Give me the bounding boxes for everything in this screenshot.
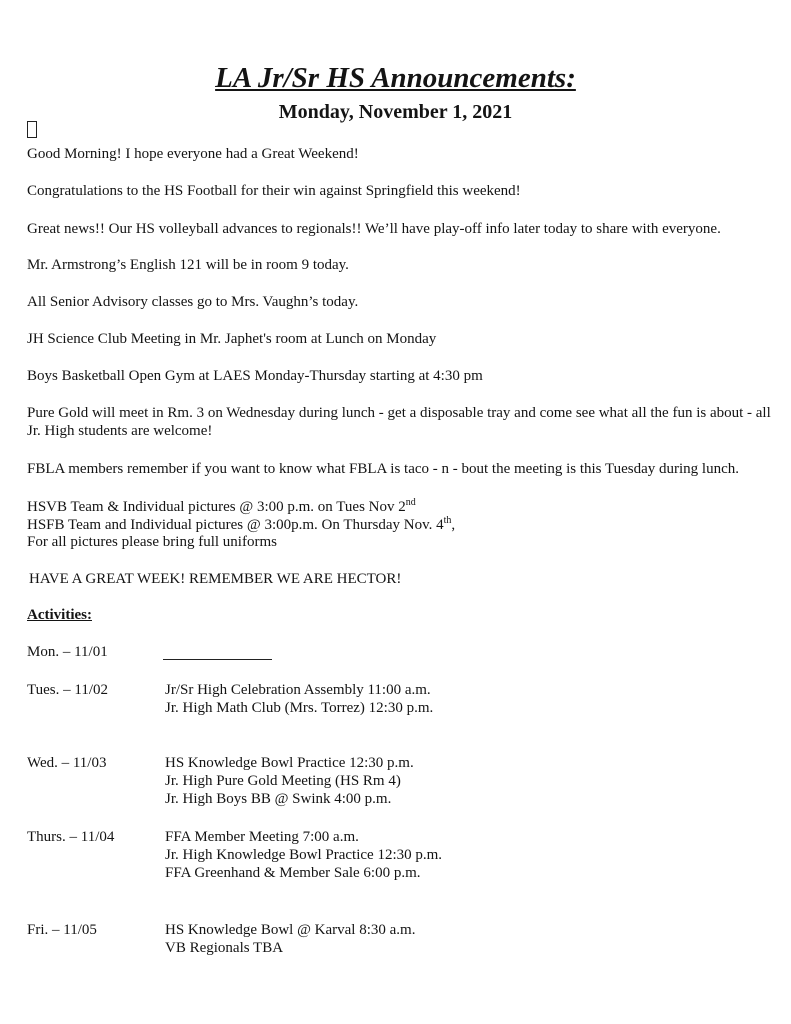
event-item: Jr. High Boys BB @ Swink 4:00 p.m. <box>165 791 392 807</box>
event-item: Jr/Sr High Celebration Assembly 11:00 a.m. <box>165 682 431 698</box>
pictures-hsvb: HSVB Team & Individual pictures @ 3:00 p.m. on Tues Nov 2nd <box>27 497 416 515</box>
page-date: Monday, November 1, 2021 <box>278 101 513 123</box>
announcement-volleyball: Great news!! Our HS volleyball advances to regionals!! We’ll have play-off info later today to share with everyone. <box>27 221 721 237</box>
day-label-thurs: Thurs. – 11/04 <box>27 829 115 845</box>
empty-activity-line <box>163 659 272 660</box>
announcement-basketball: Boys Basketball Open Gym at LAES Monday-Thursday starting at 4:30 pm <box>27 368 483 384</box>
pictures-uniforms: For all pictures please bring full uniforms <box>27 534 277 550</box>
events-thurs <box>165 828 442 882</box>
day-label-mon: Mon. – 11/01 <box>27 644 108 660</box>
event-item: Jr. High Math Club (Mrs. Torrez) 12:30 p.m. <box>165 700 434 716</box>
page-title: LA Jr/Sr HS Announcements: <box>215 62 576 94</box>
events-fri <box>165 921 415 957</box>
event-item: Jr. High Knowledge Bowl Practice 12:30 p.m. <box>165 847 443 863</box>
event-item: VB Regionals TBA <box>165 940 284 956</box>
activities-heading: Activities: <box>27 607 92 623</box>
events-wed <box>165 754 414 808</box>
announcement-fbla: FBLA members remember if you want to know what FBLA is taco - n - bout the meeting is this Tuesday during lunch. <box>27 461 740 477</box>
events-tues <box>165 681 433 717</box>
announcement-science-club: JH Science Club Meeting in Mr. Japhet's room at Lunch on Monday <box>27 331 437 347</box>
event-item: Jr. High Pure Gold Meeting (HS Rm 4) <box>165 773 401 789</box>
day-label-wed: Wed. – 11/03 <box>27 755 107 771</box>
announcement-advisory: All Senior Advisory classes go to Mrs. Vaughn’s today. <box>27 294 359 310</box>
event-item: FFA Greenhand & Member Sale 6:00 p.m. <box>165 865 421 881</box>
announcement-greeting: Good Morning! I hope everyone had a Great Weekend! <box>27 146 359 162</box>
event-item: FFA Member Meeting 7:00 a.m. <box>165 829 359 845</box>
event-item: HS Knowledge Bowl @ Karval 8:30 a.m. <box>165 922 416 938</box>
closing-message: HAVE A GREAT WEEK! REMEMBER WE ARE HECTOR! <box>29 571 402 587</box>
announcement-english: Mr. Armstrong’s English 121 will be in room 9 today. <box>27 257 349 273</box>
event-item: HS Knowledge Bowl Practice 12:30 p.m. <box>165 755 414 771</box>
announcement-pure-gold: Pure Gold will meet in Rm. 3 on Wednesday during lunch - get a disposable tray and come see what all the fun is about - all Jr. High students are welcome! <box>27 405 771 439</box>
day-label-tues: Tues. – 11/02 <box>27 682 108 698</box>
announcement-football: Congratulations to the HS Football for their win against Springfield this weekend! <box>27 183 521 199</box>
day-label-fri: Fri. – 11/05 <box>27 922 97 938</box>
empty-checkbox-glyph <box>27 121 37 138</box>
pictures-hsfb: HSFB Team and Individual pictures @ 3:00p.m. On Thursday Nov. 4th, <box>27 515 456 533</box>
